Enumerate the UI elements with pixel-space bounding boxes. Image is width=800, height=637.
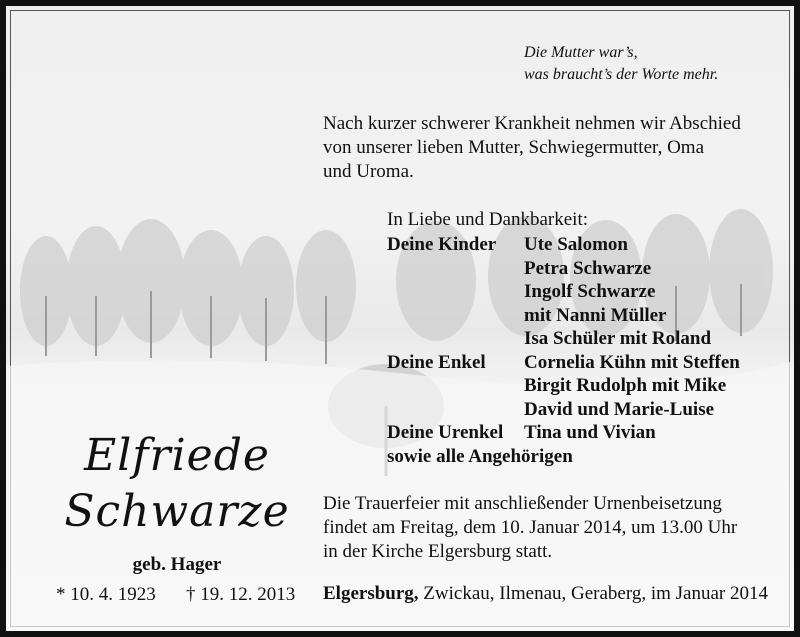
mourner-name: Ute Salomon bbox=[524, 234, 628, 255]
group-label: Deine Urenkel bbox=[387, 422, 504, 443]
mourner-name: Petra Schwarze bbox=[524, 257, 652, 279]
deceased-first-name: Elfriede bbox=[84, 430, 270, 481]
motto bbox=[524, 42, 718, 86]
group-label: Deine Enkel bbox=[387, 351, 486, 373]
place-date-line bbox=[323, 583, 768, 605]
mourners-list bbox=[387, 233, 740, 468]
mourner-name: Tina und Vivian bbox=[524, 422, 656, 443]
motto-line-1: Die Mutter war’s, bbox=[524, 44, 638, 61]
mourner-group-grandchildren bbox=[387, 351, 740, 422]
intro-text bbox=[323, 112, 741, 184]
mourner-name: Ingolf Schwarze bbox=[524, 281, 656, 302]
service-line-1: Die Trauerfeier mit anschließender Urnenbeisetzung bbox=[323, 493, 722, 514]
motto-line-2: was braucht’s der Worte mehr. bbox=[524, 66, 719, 83]
mourner-group-great-grandchildren bbox=[387, 421, 740, 445]
group-label: Deine Kinder bbox=[387, 234, 497, 255]
place-town: Elgersburg, bbox=[323, 583, 419, 604]
intro-line-1: Nach kurzer schwerer Krankheit nehmen wir Abschied bbox=[323, 113, 741, 134]
service-line-3: in der Kirche Elgersburg statt. bbox=[323, 541, 553, 562]
birth-name: geb. Hager bbox=[132, 554, 222, 575]
place-rest: Zwickau, Ilmenau, Geraberg, im Januar 2014 bbox=[418, 583, 768, 604]
death-date: † 19. 12. 2013 bbox=[186, 584, 296, 605]
mourner-name: Cornelia Kühn mit Steffen bbox=[524, 351, 740, 373]
intro-line-3: und Uroma. bbox=[323, 161, 414, 182]
mourner-group-children bbox=[387, 233, 740, 351]
mourner-name: David und Marie-Luise bbox=[524, 398, 715, 420]
service-line-2: findet am Freitag, dem 10. Januar 2014, um 13.00 Uhr bbox=[323, 517, 738, 538]
intro-line-2: von unserer lieben Mutter, Schwiegermutter, Oma bbox=[323, 137, 705, 158]
thanks-line: In Liebe und Dankbarkeit: bbox=[387, 209, 589, 230]
mourner-name: Birgit Rudolph mit Mike bbox=[524, 375, 727, 396]
closing-line: sowie alle Angehörigen bbox=[387, 445, 573, 467]
funeral-service-text bbox=[323, 492, 737, 564]
mourner-name: mit Nanni Müller bbox=[524, 304, 667, 326]
birth-date: * 10. 4. 1923 bbox=[56, 584, 156, 605]
mourner-name: Isa Schüler mit Roland bbox=[524, 328, 712, 349]
deceased-last-name: Schwarze bbox=[64, 486, 290, 537]
